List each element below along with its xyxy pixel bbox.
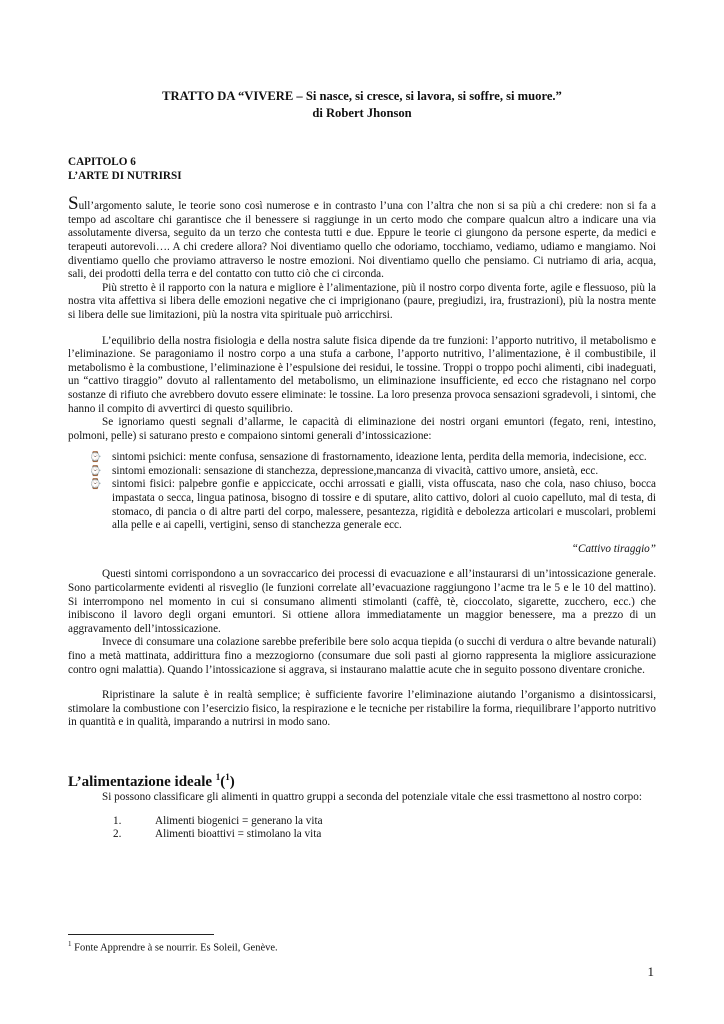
- footnote-text: Fonte Apprendre à se nourrir. Es Soleil, Genève.: [71, 942, 278, 954]
- food-group-text: Alimenti biogenici = generano la vita: [155, 814, 323, 827]
- paragraph-7: Ripristinare la salute è in realtà semplice; è sufficiente favorire l’eliminazione aiutando l’organismo a disintossicarsi, stimolare la combustione con l’esercizio fisico, la respirazione e le tecniche per ristabilire la forma, riequilibrare l’apporto nutritivo in quantità e in qualità, imparando a nutrirsi in modo sano.: [68, 689, 656, 729]
- chapter-name: L’ARTE DI NUTRIRSI: [68, 169, 182, 182]
- paragraph-1-text: ull’argomento salute, le teorie sono così numerose e in contrasto l’una con l’altra che non si sa più a chi credere: non si fa a tempo ad ascoltare chi garantisce che il benessere si raggiunge in un certo modo che compare qualcun altro a indicare una via assolutamente diversa, seguito da un terzo che contesta tutti e due. Eppure le teorie ci giungono da persone esperte, da medici e terapeuti autorevoli…. A chi credere allora? Noi diventiamo quello che odoriamo, tocchiamo, vediamo, udiamo e mangiamo. Noi diventiamo quello che proviamo attraverso le nostre emozioni. Noi diventiamo quello che pensiamo. Ci nutriamo di aria, acqua, sali, dei prodotti della terra e del contatto con tutto ciò che ci circonda.: [68, 200, 656, 281]
- section-heading: [68, 768, 656, 791]
- footnote-ref-2[interactable]: 1: [225, 771, 230, 782]
- footnote-divider: [68, 934, 214, 935]
- symptom-item: [68, 451, 656, 465]
- food-group-number: 2.: [113, 828, 122, 841]
- symptom-text: sintomi emozionali: sensazione di stanchezza, depressione,mancanza di vivacità, cattivo umore, ansietà, ecc.: [112, 464, 599, 477]
- paragraph-4: Se ignoriamo questi segnali d’allarme, le capacità di eliminazione dei nostri organi emuntori (fegato, reni, intestino, polmoni, pelle) si saturano presto e compaiono sintomi generali d’intossicazione:: [68, 416, 656, 442]
- drop-cap: S: [68, 193, 79, 215]
- title-author: di Robert Jhonson: [312, 106, 412, 120]
- paragraph-3: L’equilibrio della nostra fisiologia e della nostra salute fisica dipende da tre funzioni: l’apporto nutritivo, il metabolismo e l’eliminazione. Se paragoniamo il nostro corpo a una stufa a carbone, l’apporto nutritivo, l’alimentazione, è il combustibile, il metabolismo è la combustione, l’eliminazione è l’espulsione dei residui, le tossine. Troppi o troppo pochi alimenti, cibi inadeguati, un “cattivo tiraggio” dovuto al rallentamento del metabolismo, un eliminazione insufficiente, ed ecco che ristagnano nel corpo sostanze di rifiuto che avrebbero dovuto essere eliminate: le tossine. La loro presenza provoca sensazioni sgradevoli, i sintomi, che hanno il compito di avvertirci di questo squilibrio.: [68, 334, 656, 415]
- paragraph-5: Questi sintomi corrispondono a un sovraccarico dei processi di evacuazione e all’instaurarsi di un’intossicazione generale. Sono particolarmente evidenti al risveglio (le funzioni correlate all’evacuazione raggiungono l’acme tra le 5 e le 10 del mattino). Si interrompono nel momento in cui si consumano alimenti stimolanti (caffè, tè, cioccolato, sigarette, zucchero, ecc.) che inibiscono il lavoro degli organi emuntori. Si ottiene allora immediatamente un maggior benessere, ma a prezzo di un aggravamento dell’intossicazione.: [68, 568, 656, 635]
- symptom-text: sintomi psichici: mente confusa, sensazione di frastornamento, ideazione lenta, perdita della memoria, indecisione, ecc.: [112, 451, 647, 464]
- paragraph-1: [68, 193, 656, 282]
- chapter-number: CAPITOLO 6: [68, 156, 136, 168]
- food-group-text: Alimenti bioattivi = stimolano la vita: [155, 828, 322, 841]
- document-page: [68, 88, 656, 842]
- section-heading-text: L’alimentazione ideale: [68, 773, 216, 790]
- heading-paren-close: ): [229, 773, 235, 790]
- clock-bullet-icon: ⌚: [89, 452, 102, 464]
- clock-bullet-icon: ⌚: [89, 479, 102, 491]
- symptom-item: [68, 465, 656, 479]
- chapter-heading: [68, 156, 656, 183]
- symptom-text: sintomi fisici: palpebre gonfie e appiccicate, occhi arrossati e gialli, vista offuscata, naso che cola, naso chiuso, bocca impastata o secca, lingua patinosa, bisogno di tossire e di sputare, alito cattivo, dolori al cuoio capelluto, mal di testa, di stomaco, di pancia o di altre parti del corpo, malessere, pesantezza, rigidità e debolezza articolari e muscolari, problemi alla pelle e ai capelli, vertigini, senso di stanchezza generale ecc.: [112, 478, 656, 532]
- paragraph-2: Più stretto è il rapporto con la natura e migliore è l’alimentazione, più il nostro corpo diventa forte, agile e flessuoso, più la nostra vita affettiva si libera delle emozioni negative che ci imprigionano (paure, pregiudizi, ira, frustrazioni), più la nostra mente si libera delle sue limitazioni, più la nostra vita spirituale può arricchirsi.: [68, 281, 656, 321]
- symptom-list: [68, 451, 656, 533]
- food-group-item: [68, 815, 656, 829]
- title-line-1: TRATTO DA “VIVERE – Si nasce, si cresce, si lavora, si soffre, si muore.”: [162, 89, 562, 103]
- footnote: [68, 940, 278, 954]
- footnote-ref[interactable]: 1: [215, 771, 221, 782]
- italic-caption: “Cattivo tiraggio”: [571, 542, 656, 555]
- footnote-mark: 1: [68, 940, 72, 948]
- food-group-number: 1.: [113, 814, 122, 827]
- paragraph-6: Invece di consumare una colazione sarebbe preferibile bere solo acqua tiepida (o succhi di verdura o altre bevande naturali) fino a metà mattinata, addirittura fino a mezzogiorno (consumare due soli pasti al giorno rappresenta la migliore assicurazione contro ogni malattia). Quando l’intossicazione si aggrava, si instaurano malattie acute che in seguito possono diventare croniche.: [68, 636, 656, 676]
- page-number: 1: [647, 964, 654, 979]
- food-group-item: [68, 828, 656, 842]
- section-intro: Si possono classificare gli alimenti in quattro gruppi a seconda del potenziale vitale che essi trasmettono al nostro corpo:: [102, 790, 642, 803]
- symptom-item: [68, 478, 656, 532]
- heading-paren-open: (: [220, 773, 226, 790]
- food-group-list: [68, 815, 656, 842]
- document-title: [68, 88, 656, 122]
- clock-bullet-icon: ⌚: [89, 465, 102, 477]
